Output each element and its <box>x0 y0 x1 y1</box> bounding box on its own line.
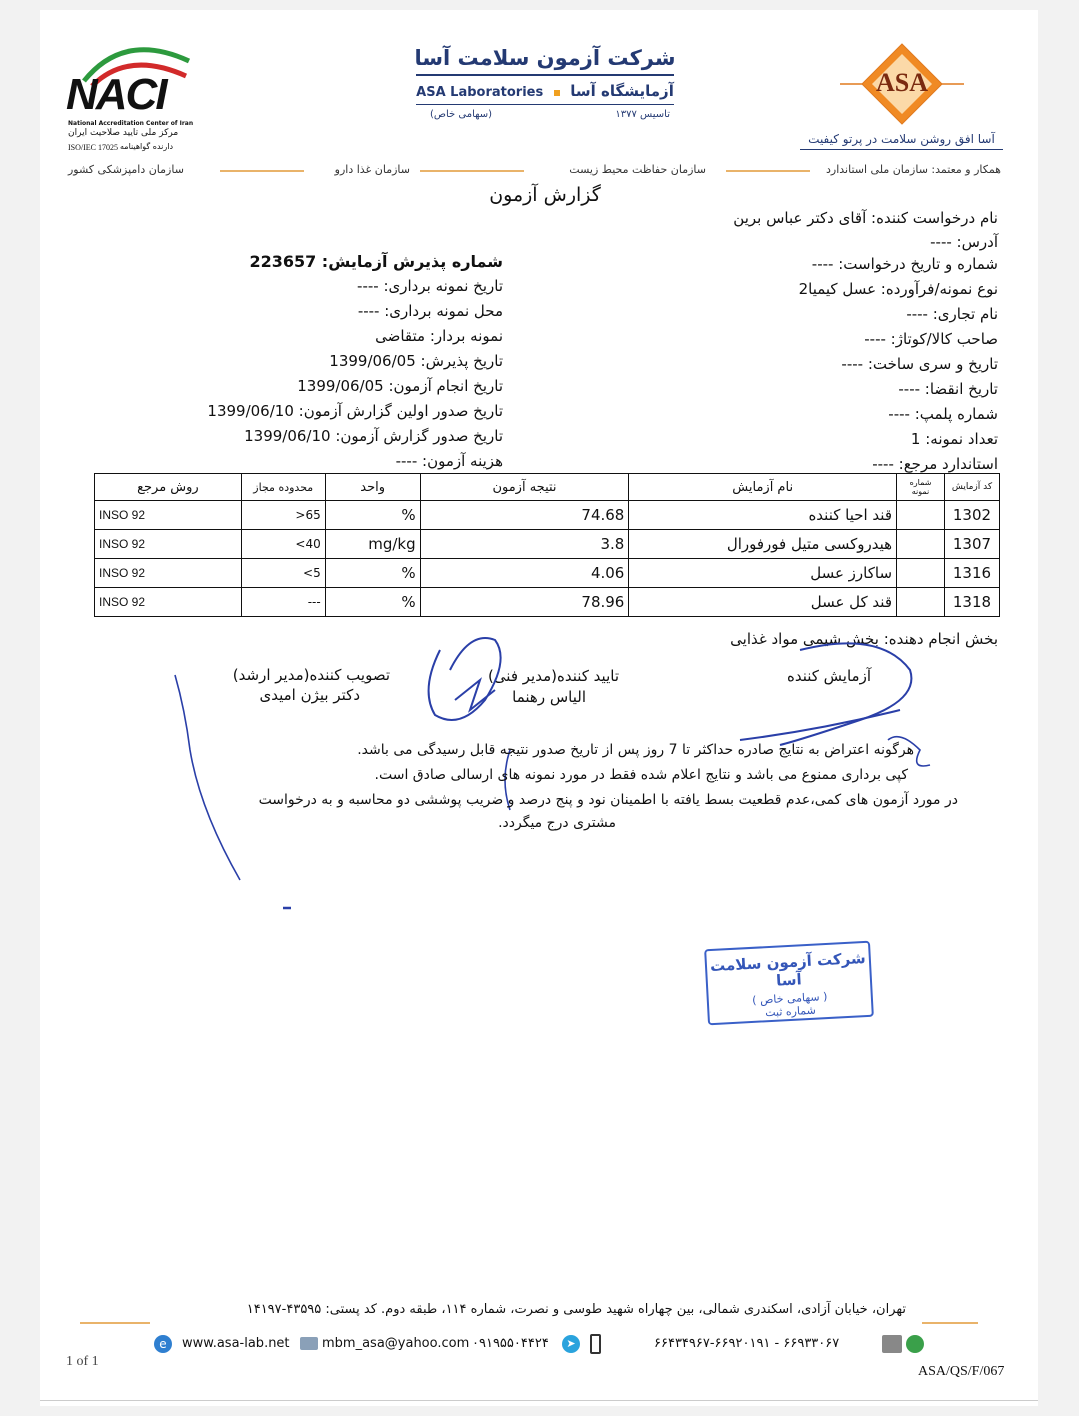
naci-wordmark: NACI <box>66 70 166 119</box>
cell-result: 4.06 <box>420 559 629 588</box>
header-name: نام آزمایش <box>629 474 897 501</box>
org-environment: سازمان حفاظت محیط زیست <box>569 163 706 176</box>
company-name: شرکت آزمون سلامت آسا <box>414 46 676 70</box>
header-sample-no: شماره نمونه <box>897 474 945 501</box>
cell-code: 1307 <box>944 530 999 559</box>
cell-unit: % <box>325 501 420 530</box>
field-production: تاریخ و سری ساخت: ---- <box>841 355 998 373</box>
cell-unit: % <box>325 559 420 588</box>
cell-code: 1302 <box>944 501 999 530</box>
field-test-date: تاریخ انجام آزمون: 1399/06/05 <box>297 377 503 395</box>
footer-line-left <box>80 1322 150 1324</box>
field-sampler: نمونه بردار: متقاضی <box>375 327 503 345</box>
company-stamp <box>704 941 874 1026</box>
cell-result: 3.8 <box>420 530 629 559</box>
iso-label: ISO/IEC 17025 <box>68 143 118 152</box>
footer-bottom-line <box>40 1400 1038 1401</box>
cell-result: 78.96 <box>420 588 629 617</box>
field-first-issue-date: تاریخ صدور اولین گزارش آزمون: 1399/06/10 <box>207 402 503 420</box>
cell-name: هیدروکسی متیل فورفورال <box>629 530 897 559</box>
form-code: ASA/QS/F/067 <box>918 1364 1005 1379</box>
company-header <box>410 46 680 123</box>
footer-line-right <box>922 1322 978 1324</box>
stamp-line2: ( سهامی خاص ) <box>751 990 828 1007</box>
naci-holder: دارنده گواهینامه <box>120 142 174 151</box>
cell-code: 1316 <box>944 559 999 588</box>
table-row <box>95 501 1000 530</box>
field-sample-type: نوع نمونه/فرآورده: عسل کیمیا2 <box>798 280 998 298</box>
signature-confirm-name: دکتر بیژن امیدی <box>259 686 360 704</box>
signature-tester: آزمایش کننده <box>786 667 871 685</box>
signature-approver-name: الیاس رهنما <box>512 688 586 706</box>
header-code: کد آزمایش <box>944 474 999 501</box>
private-label: (سهامی خاص) <box>430 109 493 120</box>
table-row <box>95 588 1000 617</box>
page-number: 1 of 1 <box>66 1354 99 1369</box>
org-veterinary: سازمان دامپزشکی کشور <box>68 163 184 176</box>
founded-label: تاسیس ۱۳۷۷ <box>615 109 670 120</box>
field-acceptance-date: تاریخ پذیرش: 1399/06/05 <box>329 352 503 370</box>
stamp-line3: شماره ثبت <box>764 1003 817 1020</box>
asa-logo <box>840 42 964 126</box>
note-uncertainty: در مورد آزمون های کمی،عدم قطعیت بسط یافته با اطمینان نود و پنج درصد و ضریب پوششی دو محاسبه و به درخواست <box>258 792 958 808</box>
table-row <box>95 559 1000 588</box>
naci-persian: مرکز ملی تایید صلاحیت ایران <box>68 128 179 138</box>
field-request-number: شماره و تاریخ درخواست: ---- <box>811 255 998 273</box>
cell-sample-no <box>897 559 945 588</box>
naci-logo <box>64 36 194 156</box>
cell-limit: >65 <box>241 501 325 530</box>
field-requester: نام درخواست کننده: آقای دکتر عباس برین <box>733 209 998 227</box>
header-result: نتیجه آزمون <box>420 474 629 501</box>
asa-slogan: آسا افق روشن سلامت در پرتو کیفیت <box>800 132 1003 150</box>
header-unit: واحد <box>325 474 420 501</box>
footer-address: تهران، خیابان آزادی، اسکندری شمالی، بین چهاراه شهید طوسی و نصرت، شماره ۱۱۴، طبقه دوم. کد پستی: ۴۳۵۹۵-۱۴۱۹۷ <box>246 1302 906 1317</box>
lab-name-en: ASA Laboratories <box>416 85 544 100</box>
note-objection: هرگونه اعتراض به نتایج صادره حداکثر تا 7 روز پس از تاریخ صدور نتیجه قابل رسیدگی می باشد. <box>357 742 914 758</box>
header-limit: محدوده مجاز <box>241 474 325 501</box>
stamp-line1: شرکت آزمون سلامت آسا <box>709 948 867 990</box>
field-standard: استاندارد مرجع: ---- <box>872 455 998 473</box>
lab-bullet-icon <box>554 90 560 96</box>
footer-phones: ۶۶۴۳۴۹۶۷-۶۶۹۲۰۱۹۱ - ۶۶۹۳۳۰۶۷ <box>654 1336 840 1351</box>
note-copy: کپی برداری ممنوع می باشد و نتایج اعلام شده فقط در مورد نمونه های ارسالی صادق است. <box>374 767 908 783</box>
cell-name: قند احیا کننده <box>629 501 897 530</box>
cell-sample-no <box>897 501 945 530</box>
naci-english: National Accreditation Center of Iran <box>68 120 194 127</box>
field-seal: شماره پلمپ: ---- <box>888 405 998 423</box>
cell-code: 1318 <box>944 588 999 617</box>
telegram-icon: ➤ <box>562 1335 580 1353</box>
field-address: آدرس: ---- <box>930 233 998 251</box>
report-title: گزارش آزمون <box>489 184 601 206</box>
signature-confirm-title: تصویب کننده(مدیر ارشد) <box>232 666 390 684</box>
cell-unit: mg/kg <box>325 530 420 559</box>
cell-result: 74.68 <box>420 501 629 530</box>
cell-limit: --- <box>241 588 325 617</box>
table-row <box>95 530 1000 559</box>
field-sample-count: تعداد نمونه: 1 <box>910 430 998 448</box>
note-uncertainty-cont: مشتری درج میگردد. <box>498 815 616 831</box>
cell-limit: <5 <box>241 559 325 588</box>
table-header-row <box>95 474 1000 501</box>
field-expiry: تاریخ انقضا: ---- <box>898 380 998 398</box>
field-owner: صاحب کالا/کوتاژ: ---- <box>864 330 998 348</box>
field-issue-date: تاریخ صدور گزارش آزمون: 1399/06/10 <box>244 427 503 445</box>
report-page <box>40 10 1038 1406</box>
cell-sample-no <box>897 588 945 617</box>
field-acceptance-number: شماره پذیرش آزمایش: 223657 <box>249 252 503 271</box>
asa-logo-text: ASA <box>875 68 928 97</box>
field-brand: نام تجاری: ---- <box>906 305 998 323</box>
results-table <box>94 473 1000 617</box>
cell-limit: <40 <box>241 530 325 559</box>
org-standard: همکار و معتمد: سازمان ملی استاندارد <box>825 163 1001 176</box>
org-food-drug: سازمان غذا دارو <box>334 163 410 176</box>
footer-website: www.asa-lab.net <box>182 1336 290 1351</box>
cell-name: قند کل عسل <box>629 588 897 617</box>
cell-method: INSO 92 <box>95 559 242 588</box>
fax-icon <box>882 1335 902 1353</box>
cell-method: INSO 92 <box>95 530 242 559</box>
department-label: بخش انجام دهنده: بخش شیمی مواد غذایی <box>730 630 998 648</box>
footer-mobile: ۰۹۱۹۵۵۰۴۴۲۴ <box>472 1336 549 1351</box>
cell-sample-no <box>897 530 945 559</box>
field-sampling-date: تاریخ نمونه برداری: ---- <box>357 277 503 295</box>
header-method: روش مرجع <box>95 474 242 501</box>
cell-method: INSO 92 <box>95 588 242 617</box>
phone-icon <box>906 1335 924 1353</box>
web-icon: e <box>154 1335 172 1353</box>
cell-name: ساکارز عسل <box>629 559 897 588</box>
field-sampling-place: محل نمونه برداری: ---- <box>357 302 503 320</box>
field-cost: هزینه آزمون: ---- <box>395 452 503 470</box>
footer-contacts <box>150 1334 930 1358</box>
footer-email: mbm_asa@yahoo.com <box>322 1336 470 1351</box>
mobile-icon <box>590 1334 601 1354</box>
cell-unit: % <box>325 588 420 617</box>
email-icon <box>300 1337 318 1350</box>
signature-approver-title: تایید کننده(مدیر فنی) <box>487 667 619 685</box>
cell-method: INSO 92 <box>95 501 242 530</box>
lab-name-fa: آزمایشگاه آسا <box>570 82 674 100</box>
